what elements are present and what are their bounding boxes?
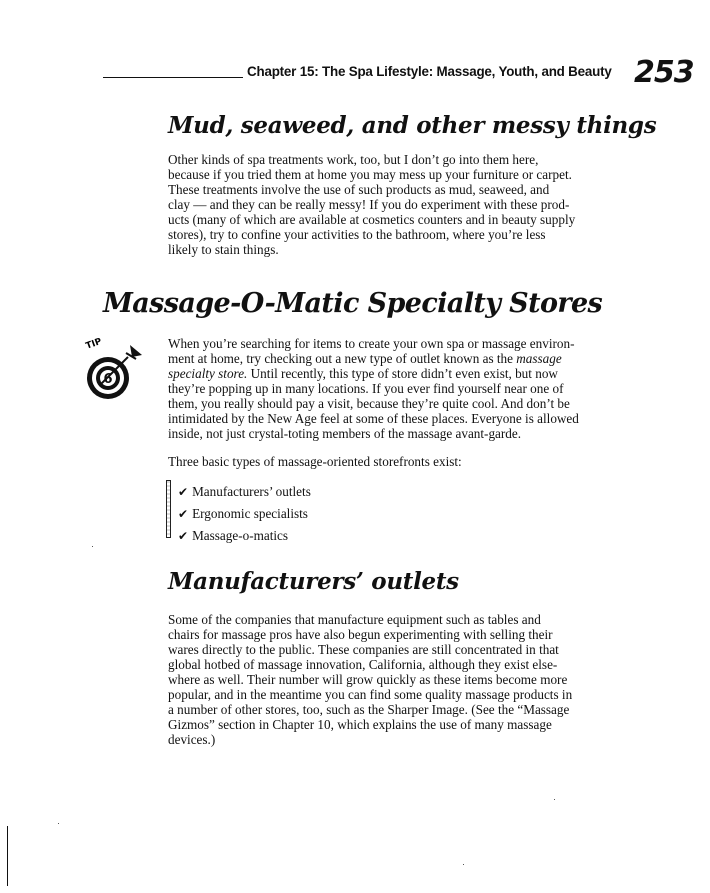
list-item [178,481,311,503]
paragraph-line: devices.) [168,732,216,747]
paragraph-line: wares directly to the public. These companies are still concentrated in that [168,642,559,657]
paragraph-line [168,351,623,366]
heading-massage-o-matic-stores: Massage-O-Matic Specialty Stores [103,288,603,319]
list-item [178,503,311,525]
paragraph-intro: Three basic types of massage-oriented storefronts exist: [168,454,462,469]
paragraph-line: clay — and they can be really messy! If you do experiment with these prod- [168,197,570,212]
paragraph-line: because if you tried them at home you may mess up your furniture or carpet. [168,167,572,182]
paragraph-line: they’re popping up in many locations. If you ever find yourself near one of [168,381,564,396]
paragraph-line: When you’re searching for items to create your own spa or massage environ- [168,336,575,351]
paragraph-line: Other kinds of spa treatments work, too, but I don’t go into them here, [168,152,539,167]
paragraph-line: chairs for massage pros have also begun experimenting with selling their [168,627,553,642]
list-bracket [166,480,171,538]
text-run: ment at home, try checking out a new type of outlet known as the [168,351,517,366]
paragraph-manufacturers [168,612,623,747]
scan-edge-mark [7,826,8,886]
svg-text:6: 6 [103,372,113,387]
paragraph-line: popular, and in the meantime you can find some quality massage products in [168,687,573,702]
emphasis-text: massage [516,351,562,366]
scan-speck [92,546,93,547]
running-header: Chapter 15: The Spa Lifestyle: Massage, Youth, and Beauty [247,64,612,79]
paragraph-mud-seaweed [168,152,623,257]
paragraph-line: Gizmos” section in Chapter 10, which explains the use of many massage [168,717,552,732]
heading-manufacturers-outlets: Manufacturers’ outlets [168,568,459,595]
storefront-types-list [178,481,311,547]
paragraph-line: global hotbed of massage innovation, California, although they exist else- [168,657,558,672]
paragraph-line: Some of the companies that manufacture equipment such as tables and [168,612,541,627]
paragraph-line: stores), try to confine your activities to the bathroom, where you’re less [168,227,546,242]
page-number: 253 [634,55,694,90]
paragraph-line: ucts (many of which are available at cosmetics counters and in beauty supply [168,212,576,227]
scan-speck [58,823,59,824]
list-item-label: Ergonomic specialists [192,506,308,521]
paragraph-line: where as well. Their number will grow quickly as these items become more [168,672,568,687]
paragraph-line: them, you really should pay a visit, because they’re quite cool. And don’t be [168,396,570,411]
paragraph-tip [168,336,623,441]
tip-target-icon [80,333,156,409]
checkmark-icon: ✔ [178,485,189,499]
paragraph-line: These treatments involve the use of such products as mud, seaweed, and [168,182,550,197]
checkmark-icon: ✔ [178,507,189,521]
paragraph-line [168,366,623,381]
tip-label: TIP [84,336,104,352]
checkmark-icon: ✔ [178,529,189,543]
paragraph-line: inside, not just crystal-toting members of the massage avant-garde. [168,426,522,441]
emphasis-text: specialty store. [168,366,248,381]
paragraph-line: a number of other stores, too, such as the Sharper Image. (See the “Massage [168,702,570,717]
list-item [178,525,311,547]
list-item-label: Massage-o-matics [192,528,289,543]
scan-speck [463,864,464,865]
paragraph-line: likely to stain things. [168,242,279,257]
heading-mud-seaweed: Mud, seaweed, and other messy things [168,112,657,139]
list-item-label: Manufacturers’ outlets [192,484,311,499]
header-rule [103,77,243,78]
text-run: Until recently, this type of store didn’t even exist, but now [247,366,558,381]
paragraph-line: intimidated by the New Age feel at some of these places. Everyone is allowed [168,411,579,426]
scan-speck [554,799,555,800]
